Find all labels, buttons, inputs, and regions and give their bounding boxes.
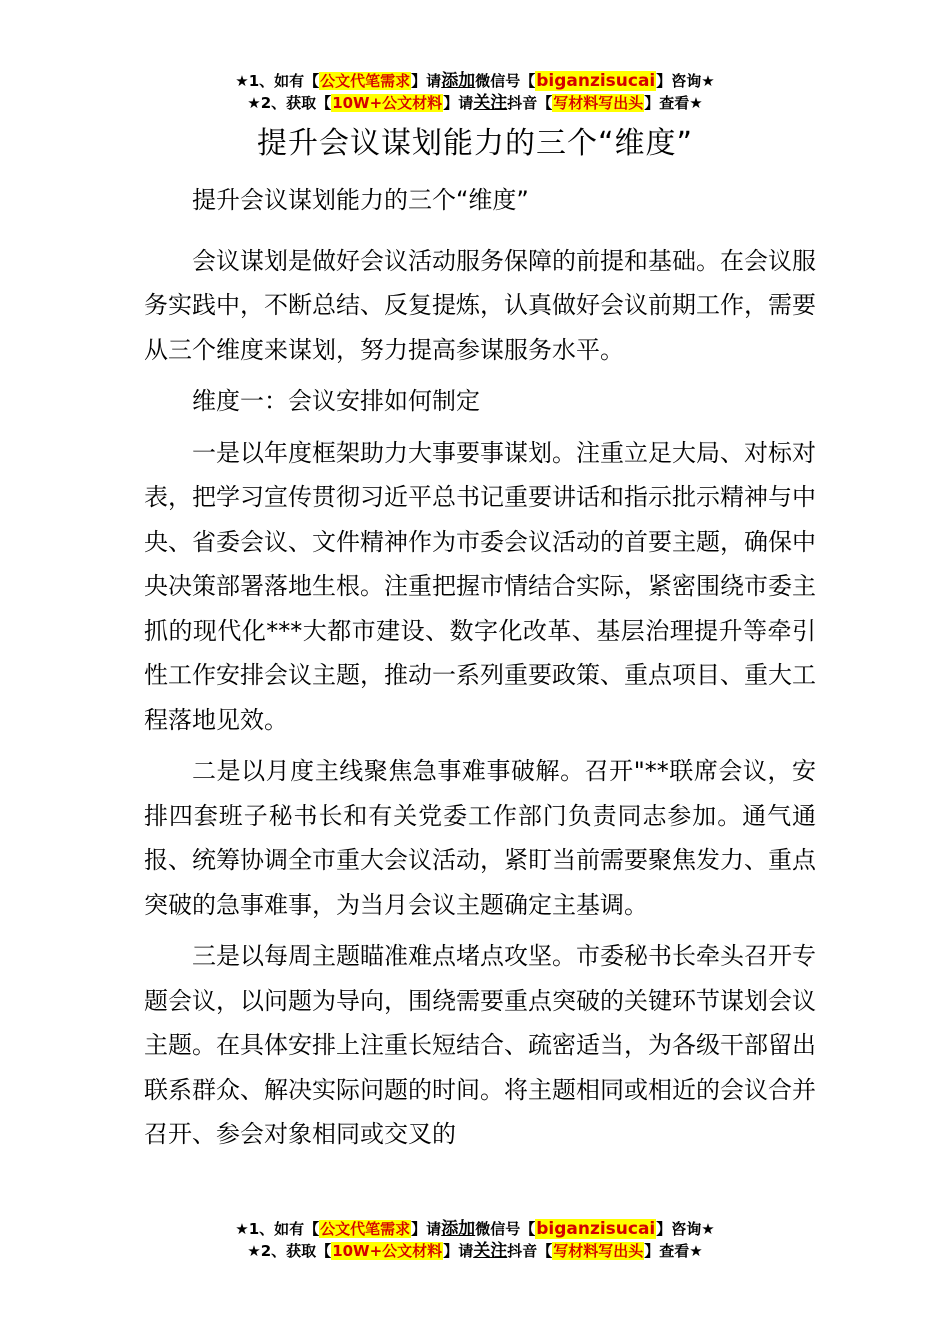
promo-text: 】咨询★: [656, 1220, 715, 1238]
promo-text: 】请: [411, 1220, 442, 1238]
document-subtitle: 提升会议谋划能力的三个“维度”: [192, 186, 529, 214]
promo-text: 微信号【: [475, 72, 536, 90]
promo-text: 】查看★: [644, 94, 703, 112]
promo-text: 】请: [443, 1242, 474, 1260]
promo-underline: 关注: [473, 93, 508, 113]
promo-text: 】请: [411, 72, 442, 90]
promo-text: ★2、获取【: [247, 94, 332, 112]
promo-douyin-name: 写材料写出头: [553, 1242, 644, 1260]
body-paragraph: 二是以月度主线聚焦急事难事破解。召开"**联席会议，安排四套班子秘书长和有关党委工作部门负责同志参加。通气通报、统筹协调全市重大会议活动，紧盯当前需要聚焦发力、重点突破的急事难事，为当月会议主题确定主基调。: [144, 757, 816, 919]
body-paragraph: 一是以年度框架助力大事要事谋划。注重立足大局、对标对表，把学习宣传贯彻习近平总书记重要讲话和指示批示精神与中央、省委会议、文件精神作为市委会议活动的首要主题，确保中央决策部署落地生根。注重把握市情结合实际，紧密围绕市委主抓的现代化***大都市建设、数字化改革、基层治理提升等牵引性工作安排会议主题，推动一系列重要政策、重点项目、重大工程落地见效。: [144, 438, 816, 734]
section-heading: 维度一：会议安排如何制定: [192, 387, 480, 415]
promo-underline: 关注: [473, 1241, 508, 1261]
promo-text: 微信号【: [475, 1220, 536, 1238]
promo-highlight: 10W+公文材料: [332, 94, 443, 112]
promo-text: 】请: [443, 94, 474, 112]
promo-text: 】查看★: [644, 1242, 703, 1260]
promo-line-1: [0, 70, 950, 92]
body-paragraph: 会议谋划是做好会议活动服务保障的前提和基础。在会议服务实践中，不断总结、反复提炼，认真做好会议前期工作，需要从三个维度来谋划，努力提高参谋服务水平。: [144, 246, 816, 364]
promo-banner-top: [0, 70, 950, 114]
promo-line-2: [0, 1240, 950, 1262]
promo-wechat-id: biganzisucai: [536, 1219, 656, 1239]
promo-douyin-name: 写材料写出头: [553, 94, 644, 112]
promo-text: ★2、获取【: [247, 1242, 332, 1260]
body-paragraph: 三是以每周主题瞄准难点堵点攻坚。市委秘书长牵头召开专题会议，以问题为导向，围绕需要重点突破的关键环节谋划会议主题。在具体安排上注重长短结合、疏密适当，为各级干部留出联系群众、解决实际问题的时间。将主题相同或相近的会议合并召开、参会对象相同或交叉的: [144, 942, 816, 1148]
promo-banner-bottom: [0, 1218, 950, 1262]
promo-underline: 添加: [441, 1219, 476, 1239]
promo-text: 抖音【: [507, 1242, 553, 1260]
promo-text: 】咨询★: [656, 72, 715, 90]
promo-line-1: [0, 1218, 950, 1240]
promo-line-2: [0, 92, 950, 114]
promo-wechat-id: biganzisucai: [536, 71, 656, 91]
promo-underline: 添加: [441, 71, 476, 91]
promo-text: ★1、如有【: [235, 72, 320, 90]
promo-highlight: 10W+公文材料: [332, 1242, 443, 1260]
promo-text: 抖音【: [507, 94, 553, 112]
promo-text: ★1、如有【: [235, 1220, 320, 1238]
promo-highlight: 公文代笔需求: [320, 72, 411, 90]
document-body: [144, 178, 816, 1164]
promo-highlight: 公文代笔需求: [320, 1220, 411, 1238]
document-title: 提升会议谋划能力的三个“维度”: [256, 126, 694, 161]
